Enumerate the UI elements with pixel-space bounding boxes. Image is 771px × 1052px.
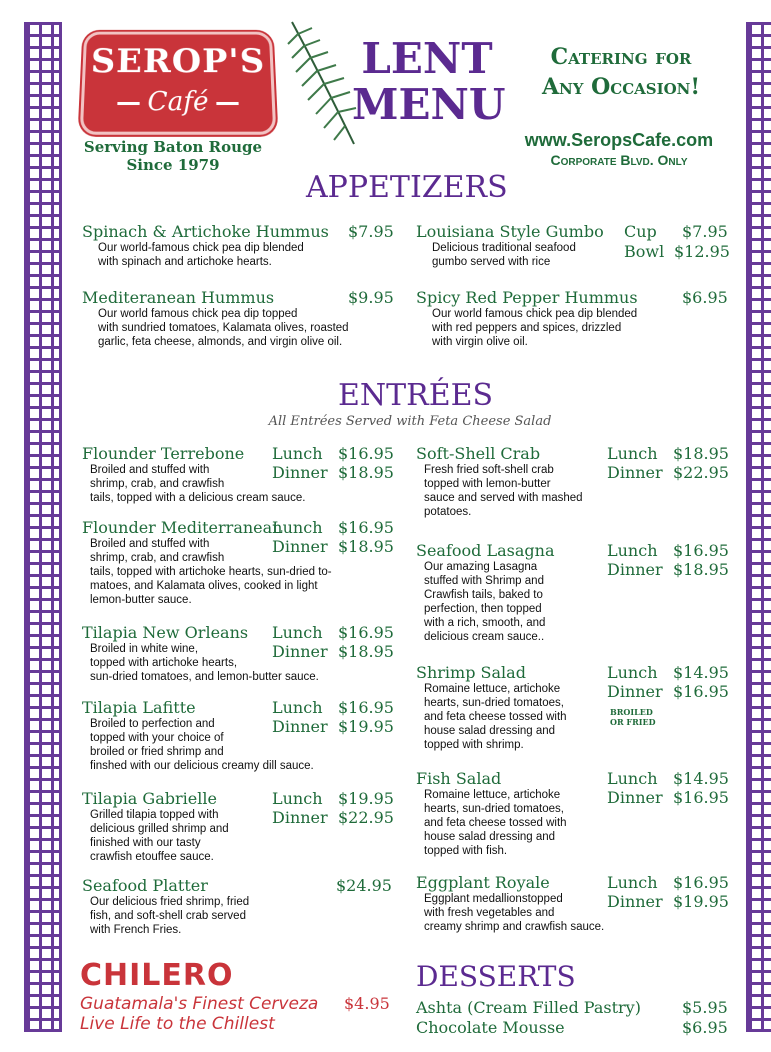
lunch-price [272, 623, 394, 642]
dinner-value: $22.95 [673, 463, 729, 482]
gumbo-bowl-price [624, 242, 730, 261]
item-name: Flounder Terrebone [82, 444, 245, 463]
lunch-price [607, 663, 729, 682]
dinner-label: Dinner [607, 560, 663, 579]
lunch-label: Lunch [272, 789, 323, 808]
item-name: Spinach & Artichoke Hummus [82, 222, 329, 241]
item-price: $9.95 [348, 288, 394, 307]
item-desc: with sundried tomatoes, Kalamata olives, roasted [98, 322, 349, 334]
logo-sub: Café [83, 87, 272, 117]
lunch-value: $14.95 [673, 769, 729, 788]
item-desc: with red peppers and spices, drizzled [432, 322, 622, 334]
entrees-heading: ENTRÉES [338, 378, 494, 413]
item-desc: hearts, sun-dried tomatoes, [424, 697, 564, 709]
dinner-value: $18.95 [338, 642, 394, 661]
dinner-label: Dinner [272, 808, 328, 827]
item-name: Tilapia New Orleans [82, 623, 249, 642]
menu-item [416, 444, 636, 519]
item-desc: topped with shrimp. [424, 739, 524, 751]
item-desc: Fresh fried soft-shell crab [424, 464, 554, 476]
item-desc: Our world famous chick pea dip topped [98, 308, 298, 320]
dinner-value: $22.95 [338, 808, 394, 827]
lunch-value: $16.95 [338, 518, 394, 537]
item-desc: with virgin olive oil. [432, 336, 528, 348]
entrees-subtitle: All Entrées Served with Feta Cheese Salad [268, 414, 552, 429]
menu-item [416, 222, 616, 269]
lunch-price [272, 444, 394, 463]
lunch-value: $16.95 [338, 698, 394, 717]
serops-cafe-logo [80, 32, 277, 135]
item-name: Tilapia Lafitte [82, 698, 196, 717]
item-desc: matoes, and Kalamata olives, cooked in light [90, 580, 318, 592]
bowl-price: $12.95 [674, 242, 730, 261]
item-desc: topped with fish. [424, 845, 508, 857]
item-desc: Romaine lettuce, artichoke [424, 789, 561, 801]
item-desc: Broiled and stuffed with [90, 464, 210, 476]
cup-price: $7.95 [682, 222, 728, 241]
gumbo-cup-price [624, 222, 728, 241]
chilero-price: $4.95 [344, 994, 390, 1013]
item-desc: and feta cheese tossed with [424, 711, 567, 723]
dessert-price: $5.95 [682, 998, 728, 1017]
item-desc: house salad dressing and [424, 831, 556, 843]
lunch-label: Lunch [607, 444, 658, 463]
item-name: Shrimp Salad [416, 663, 526, 682]
dessert-item [416, 998, 641, 1017]
title-line-2: MENU [352, 80, 506, 129]
shrimp-salad-note [610, 707, 656, 727]
dessert-price: $6.95 [682, 1018, 728, 1037]
note-line-1: BROILED [610, 707, 653, 717]
bowl-label: Bowl [624, 242, 665, 261]
chilero-logo: CHILERO [80, 958, 234, 993]
dinner-label: Dinner [272, 642, 328, 661]
dinner-price [272, 808, 394, 827]
dessert-name: Chocolate Mousse [416, 1018, 565, 1037]
catering-line-2: Any Occasion! [541, 74, 701, 100]
corporate-note: Corporate Blvd. Only [550, 152, 688, 168]
item-name: Louisiana Style Gumbo [416, 222, 604, 241]
lunch-label: Lunch [272, 444, 323, 463]
item-desc: topped with artichoke hearts, [90, 657, 238, 669]
item-name: Seafood Lasagna [416, 541, 555, 560]
dinner-price [272, 642, 394, 661]
tagline-line-1: Serving Baton Rouge [83, 138, 263, 156]
note-line-2: OR FRIED [610, 717, 656, 727]
menu-item [416, 769, 636, 858]
item-desc: tails, topped with a delicious cream sauce. [90, 492, 306, 504]
item-price: $24.95 [336, 876, 392, 895]
dinner-value: $16.95 [673, 682, 729, 701]
website-link[interactable]: www.SeropsCafe.com [524, 130, 714, 150]
dinner-label: Dinner [607, 892, 663, 911]
item-desc: Our world-famous chick pea dip blended [98, 242, 304, 254]
tagline [78, 138, 268, 174]
dinner-label: Dinner [607, 788, 663, 807]
item-name: Mediteranean Hummus [82, 288, 275, 307]
lunch-label: Lunch [607, 663, 658, 682]
item-desc: broiled or fried shrimp and [90, 746, 224, 758]
item-desc: gumbo served with rice [432, 256, 551, 268]
item-desc: topped with lemon-butter [424, 478, 551, 490]
lunch-value: $14.95 [673, 663, 729, 682]
dinner-label: Dinner [272, 537, 328, 556]
menu-item [416, 288, 706, 349]
lunch-label: Lunch [607, 769, 658, 788]
lunch-price [272, 698, 394, 717]
lunch-price [607, 541, 729, 560]
item-desc: Broiled in white wine, [90, 643, 199, 655]
lunch-price [607, 444, 729, 463]
item-name: Soft-Shell Crab [416, 444, 541, 463]
lunch-label: Lunch [607, 541, 658, 560]
item-desc: potatoes. [424, 506, 472, 518]
chilero-tag-1: Guatamala's Finest Cerveza [80, 994, 319, 1014]
lunch-value: $16.95 [338, 444, 394, 463]
lunch-value: $18.95 [673, 444, 729, 463]
dinner-value: $18.95 [338, 463, 394, 482]
dinner-price [607, 892, 729, 911]
item-desc: stuffed with Shrimp and [424, 575, 544, 587]
menu-item [416, 873, 636, 934]
chilero-tagline [80, 994, 318, 1034]
lunch-price [272, 789, 394, 808]
dinner-price [272, 537, 394, 556]
item-price: $7.95 [348, 222, 394, 241]
item-name: Spicy Red Pepper Hummus [416, 288, 638, 307]
item-price: $6.95 [682, 288, 728, 307]
item-desc: with fresh vegetables and [424, 907, 555, 919]
lunch-price [607, 769, 729, 788]
item-desc: topped with your choice of [90, 732, 224, 744]
dinner-price [272, 717, 394, 736]
item-desc: Crawfish tails, baked to [424, 589, 543, 601]
item-desc: tails, topped with artichoke hearts, sun-dried to- [90, 566, 332, 578]
item-desc: fish, and soft-shell crab served [90, 910, 246, 922]
item-name: Fish Salad [416, 769, 502, 788]
dinner-value: $18.95 [338, 537, 394, 556]
dinner-label: Dinner [607, 682, 663, 701]
lunch-value: $16.95 [338, 623, 394, 642]
dinner-price [607, 463, 729, 482]
appetizers-heading: APPETIZERS [306, 170, 508, 205]
dessert-item [416, 1018, 565, 1037]
lunch-value: $19.95 [338, 789, 394, 808]
item-name: Flounder Mediterranean [82, 518, 283, 537]
item-desc: Eggplant medallionstopped [424, 893, 563, 905]
dinner-price [607, 560, 729, 579]
lunch-value: $16.95 [673, 541, 729, 560]
dinner-value: $19.95 [673, 892, 729, 911]
item-desc: delicious grilled shrimp and [90, 823, 229, 835]
item-desc: with spinach and artichoke hearts. [98, 256, 272, 268]
palm-leaf-icon [286, 18, 360, 148]
dinner-value: $19.95 [338, 717, 394, 736]
catering-line-1: Catering for [550, 44, 692, 70]
item-desc: creamy shrimp and crawfish sauce. [424, 921, 605, 933]
lunch-value: $16.95 [673, 873, 729, 892]
item-desc: Broiled to perfection and [90, 718, 215, 730]
item-desc: sauce and served with mashed [424, 492, 583, 504]
item-desc: and feta cheese tossed with [424, 817, 567, 829]
lunch-price [607, 873, 729, 892]
item-desc: with a rich, smooth, and [424, 617, 546, 629]
menu-item [416, 663, 636, 752]
greek-key-border-left [24, 22, 62, 1032]
item-desc: Our amazing Lasagna [424, 561, 538, 573]
item-desc: with French Fries. [90, 924, 182, 936]
lunch-label: Lunch [607, 873, 658, 892]
dinner-price [607, 682, 729, 701]
chilero-tag-2: Live Life to the Chillest [80, 1014, 275, 1034]
item-desc: finished with our tasty [90, 837, 201, 849]
item-desc: shrimp, crab, and crawfish [90, 478, 225, 490]
cup-label: Cup [624, 222, 657, 241]
greek-key-border-right [746, 22, 771, 1032]
item-desc: Our delicious fried shrimp, fried [90, 896, 250, 908]
item-name: Eggplant Royale [416, 873, 550, 892]
item-name: Tilapia Gabrielle [82, 789, 217, 808]
item-desc: Broiled and stuffed with [90, 538, 210, 550]
catering-banner [516, 42, 726, 102]
dinner-price [272, 463, 394, 482]
logo-name: SEROP'S [90, 42, 266, 82]
item-desc: sun-dried tomatoes, and lemon-butter sauce. [90, 671, 319, 683]
item-name: Seafood Platter [82, 876, 208, 895]
item-desc: crawfish etouffee sauce. [90, 851, 214, 863]
item-desc: Grilled tilapia topped with [90, 809, 219, 821]
website-block [504, 130, 734, 170]
item-desc: hearts, sun-dried tomatoes, [424, 803, 564, 815]
dinner-label: Dinner [607, 463, 663, 482]
item-desc: Romaine lettuce, artichoke [424, 683, 561, 695]
lent-menu-title [352, 34, 506, 129]
menu-item [416, 541, 636, 644]
item-desc: perfection, then topped [424, 603, 542, 615]
item-desc: shrimp, crab, and crawfish [90, 552, 225, 564]
item-desc: Our world famous chick pea dip blended [432, 308, 638, 320]
lunch-label: Lunch [272, 698, 323, 717]
dessert-name: Ashta (Cream Filled Pastry) [416, 998, 641, 1017]
tagline-line-2: Since 1979 [126, 156, 220, 174]
dinner-label: Dinner [272, 463, 328, 482]
item-desc: delicious cream sauce.. [424, 631, 545, 643]
dinner-label: Dinner [272, 717, 328, 736]
dinner-value: $16.95 [673, 788, 729, 807]
lunch-price [272, 518, 394, 537]
dinner-value: $18.95 [673, 560, 729, 579]
title-line-1: LENT [361, 34, 493, 83]
dinner-price [607, 788, 729, 807]
item-desc: garlic, feta cheese, almonds, and virgin olive oil. [98, 336, 343, 348]
item-desc: house salad dressing and [424, 725, 556, 737]
lunch-label: Lunch [272, 623, 323, 642]
item-desc: Delicious traditional seafood [432, 242, 576, 254]
item-desc: lemon-butter sauce. [90, 594, 192, 606]
lunch-label: Lunch [272, 518, 323, 537]
desserts-heading: DESSERTS [416, 960, 576, 993]
item-desc: finshed with our delicious creamy dill sauce. [90, 760, 314, 772]
